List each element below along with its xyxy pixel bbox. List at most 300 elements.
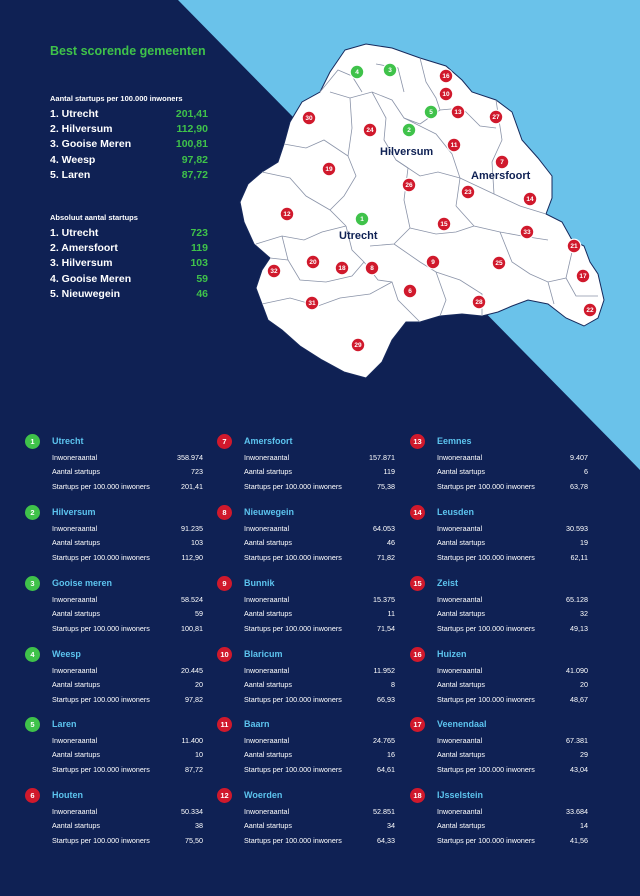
card-header bbox=[217, 717, 395, 731]
stat-label: Aantal startups bbox=[437, 538, 485, 548]
map-marker-number: 4 bbox=[355, 69, 359, 76]
card-stats bbox=[52, 451, 203, 494]
stat-value: 15.375 bbox=[373, 595, 395, 604]
stat-row-population bbox=[52, 593, 203, 607]
stat-row-startups bbox=[244, 536, 395, 550]
rank-badge: 4 bbox=[25, 647, 40, 662]
card-stats bbox=[52, 805, 203, 848]
stat-row-startups bbox=[52, 748, 203, 762]
stat-value: 20 bbox=[580, 680, 588, 690]
municipality-name: Utrecht bbox=[52, 436, 84, 446]
map-marker-33 bbox=[520, 225, 534, 239]
stat-label: Inwoneraantal bbox=[52, 736, 98, 745]
map-marker-17 bbox=[576, 269, 590, 283]
map-marker-1 bbox=[355, 212, 369, 226]
rank-badge: 17 bbox=[410, 717, 425, 732]
municipality-card bbox=[25, 576, 203, 636]
stat-row-population bbox=[52, 522, 203, 536]
stat-label: Startups per 100.000 inwoners bbox=[437, 835, 535, 845]
municipality-name: Hilversum bbox=[52, 507, 96, 517]
map-marker-number: 11 bbox=[450, 142, 458, 149]
stat-label: Aantal startups bbox=[52, 538, 100, 548]
map-marker-13 bbox=[451, 105, 465, 119]
stat-row-startups bbox=[52, 819, 203, 833]
stat-value: 50.334 bbox=[181, 807, 203, 816]
stat-row-startups bbox=[244, 678, 395, 692]
municipality-name: Blaricum bbox=[244, 649, 283, 659]
stat-value: 38 bbox=[195, 821, 203, 831]
rank-badge: 2 bbox=[25, 505, 40, 520]
stat-value: 11 bbox=[387, 609, 395, 619]
map-marker-number: 28 bbox=[475, 299, 483, 306]
card-header bbox=[25, 434, 203, 448]
stat-label: Startups per 100.000 inwoners bbox=[52, 694, 150, 704]
stat-label: Inwoneraantal bbox=[437, 736, 483, 745]
stat-row-per100k bbox=[52, 622, 203, 636]
rank-badge: 11 bbox=[217, 717, 232, 732]
municipality-card bbox=[25, 505, 203, 565]
map-marker-32 bbox=[267, 264, 281, 278]
map-marker-number: 31 bbox=[308, 300, 316, 307]
municipality-card bbox=[25, 788, 203, 848]
map-marker-number: 8 bbox=[370, 265, 374, 272]
stat-row-per100k bbox=[244, 622, 395, 636]
stat-value: 100,81 bbox=[181, 623, 203, 633]
stat-value: 24.765 bbox=[373, 736, 395, 745]
stat-label: Inwoneraantal bbox=[437, 524, 483, 533]
stat-label: Aantal startups bbox=[244, 750, 292, 760]
map-marker-14 bbox=[523, 192, 537, 206]
ranking-value: 59 bbox=[196, 272, 208, 285]
rank-badge: 8 bbox=[217, 505, 232, 520]
map-marker-number: 9 bbox=[431, 259, 435, 266]
stat-value: 66,93 bbox=[377, 694, 395, 704]
stat-label: Aantal startups bbox=[52, 750, 100, 760]
stat-row-per100k bbox=[244, 693, 395, 707]
stat-value: 62,11 bbox=[570, 552, 588, 562]
stat-row-per100k bbox=[437, 693, 588, 707]
stat-label: Inwoneraantal bbox=[244, 666, 290, 675]
stat-value: 157.871 bbox=[369, 453, 395, 462]
stat-label: Aantal startups bbox=[437, 821, 485, 831]
map-marker-20 bbox=[306, 255, 320, 269]
stat-row-population bbox=[244, 593, 395, 607]
map-marker-number: 1 bbox=[360, 216, 364, 223]
card-stats bbox=[437, 805, 588, 848]
map-marker-number: 16 bbox=[442, 73, 450, 80]
map-marker-number: 19 bbox=[325, 166, 333, 173]
card-header bbox=[25, 576, 203, 590]
card-stats bbox=[437, 593, 588, 636]
stat-value: 59 bbox=[195, 609, 203, 619]
stat-row-startups bbox=[437, 536, 588, 550]
stat-value: 103 bbox=[191, 538, 203, 548]
map-marker-21 bbox=[567, 239, 581, 253]
ranking-value: 97,82 bbox=[181, 153, 208, 166]
map-marker-7 bbox=[495, 155, 509, 169]
municipality-card bbox=[217, 576, 395, 636]
municipality-name: Leusden bbox=[437, 507, 475, 517]
rank-badge: 15 bbox=[410, 576, 425, 591]
map-marker-29 bbox=[351, 338, 365, 352]
stat-row-per100k bbox=[244, 480, 395, 494]
municipality-name: Laren bbox=[52, 719, 77, 729]
card-header bbox=[25, 505, 203, 519]
ranking-label: 4. Weesp bbox=[50, 153, 96, 166]
stat-label: Aantal startups bbox=[244, 467, 292, 477]
card-header bbox=[410, 788, 588, 802]
stat-row-population bbox=[244, 734, 395, 748]
stat-label: Aantal startups bbox=[52, 467, 100, 477]
card-header bbox=[25, 788, 203, 802]
stat-row-startups bbox=[52, 536, 203, 550]
municipality-name: Huizen bbox=[437, 649, 467, 659]
card-stats bbox=[244, 522, 395, 565]
stat-row-population bbox=[244, 664, 395, 678]
card-header bbox=[410, 717, 588, 731]
stat-label: Startups per 100.000 inwoners bbox=[437, 481, 535, 491]
stat-row-population bbox=[437, 734, 588, 748]
stat-label: Aantal startups bbox=[52, 609, 100, 619]
stat-label: Inwoneraantal bbox=[437, 807, 483, 816]
stat-value: 112,90 bbox=[181, 552, 203, 562]
municipality-name: Bunnik bbox=[244, 578, 275, 588]
card-header bbox=[25, 647, 203, 661]
stat-label: Startups per 100.000 inwoners bbox=[52, 552, 150, 562]
stat-label: Startups per 100.000 inwoners bbox=[437, 764, 535, 774]
stat-label: Inwoneraantal bbox=[437, 453, 483, 462]
stat-label: Inwoneraantal bbox=[437, 595, 483, 604]
card-header bbox=[410, 576, 588, 590]
stat-label: Inwoneraantal bbox=[52, 524, 98, 533]
municipality-card bbox=[217, 505, 395, 565]
stat-value: 11.400 bbox=[181, 736, 203, 745]
stat-label: Aantal startups bbox=[244, 609, 292, 619]
municipality-card bbox=[217, 788, 395, 848]
stat-row-startups bbox=[52, 607, 203, 621]
rank-badge: 1 bbox=[25, 434, 40, 449]
stat-label: Startups per 100.000 inwoners bbox=[437, 694, 535, 704]
ranking-label: 5. Nieuwegein bbox=[50, 287, 121, 300]
municipality-card bbox=[25, 717, 203, 777]
map-marker-6 bbox=[403, 284, 417, 298]
stat-row-population bbox=[244, 522, 395, 536]
stat-value: 34 bbox=[387, 821, 395, 831]
stat-value: 6 bbox=[584, 467, 588, 477]
stat-row-per100k bbox=[437, 763, 588, 777]
ranking-label: 2. Hilversum bbox=[50, 123, 113, 136]
map-marker-number: 30 bbox=[305, 115, 313, 122]
stat-row-startups bbox=[437, 748, 588, 762]
ranking-value: 100,81 bbox=[175, 138, 208, 151]
card-header bbox=[410, 434, 588, 448]
map-marker-number: 17 bbox=[579, 273, 587, 280]
map-marker-number: 22 bbox=[586, 307, 594, 314]
stat-row-population bbox=[437, 805, 588, 819]
ranking-value: 112,90 bbox=[176, 123, 208, 136]
map-marker-22 bbox=[583, 303, 597, 317]
card-stats bbox=[52, 734, 203, 777]
stat-value: 48,67 bbox=[570, 694, 588, 704]
stat-row-startups bbox=[437, 819, 588, 833]
ranking-value: 103 bbox=[190, 257, 208, 270]
card-header bbox=[25, 717, 203, 731]
stat-value: 49,13 bbox=[570, 623, 588, 633]
map-marker-number: 5 bbox=[429, 109, 433, 116]
stat-value: 20.445 bbox=[181, 666, 203, 675]
map-marker-number: 14 bbox=[526, 196, 534, 203]
stat-row-startups bbox=[244, 607, 395, 621]
municipality-card bbox=[410, 434, 588, 494]
stat-value: 20 bbox=[195, 680, 203, 690]
stat-row-startups bbox=[437, 607, 588, 621]
stat-value: 32 bbox=[580, 609, 588, 619]
card-header bbox=[217, 434, 395, 448]
stat-row-startups bbox=[52, 678, 203, 692]
stat-row-per100k bbox=[52, 763, 203, 777]
rank-badge: 5 bbox=[25, 717, 40, 732]
map-marker-23 bbox=[461, 185, 475, 199]
per-capita-heading: Aantal startups per 100.000 inwoners bbox=[50, 94, 183, 103]
map-marker-number: 18 bbox=[338, 265, 346, 272]
stat-label: Startups per 100.000 inwoners bbox=[437, 552, 535, 562]
map-marker-16 bbox=[439, 69, 453, 83]
stat-row-per100k bbox=[437, 834, 588, 848]
rank-badge: 9 bbox=[217, 576, 232, 591]
stat-label: Aantal startups bbox=[437, 750, 485, 760]
stat-row-population bbox=[244, 805, 395, 819]
map-marker-2 bbox=[402, 123, 416, 137]
stat-label: Aantal startups bbox=[52, 821, 100, 831]
map-marker-5 bbox=[424, 105, 438, 119]
rank-badge: 3 bbox=[25, 576, 40, 591]
stat-row-per100k bbox=[52, 480, 203, 494]
stat-row-population bbox=[52, 664, 203, 678]
ranking-label: 2. Amersfoort bbox=[50, 242, 118, 255]
ranking-label: 3. Hilversum bbox=[50, 257, 113, 270]
card-stats bbox=[244, 451, 395, 494]
stat-row-per100k bbox=[437, 551, 588, 565]
ranking-label: 4. Gooise Meren bbox=[50, 272, 132, 285]
municipality-card bbox=[217, 647, 395, 707]
municipality-card bbox=[217, 717, 395, 777]
map-marker-9 bbox=[426, 255, 440, 269]
stat-value: 10 bbox=[195, 750, 203, 760]
ranking-value: 119 bbox=[191, 242, 208, 255]
stat-row-startups bbox=[437, 678, 588, 692]
map-marker-18 bbox=[335, 261, 349, 275]
stat-value: 14 bbox=[580, 821, 588, 831]
map-marker-19 bbox=[322, 162, 336, 176]
map-marker-3 bbox=[383, 63, 397, 77]
stat-label: Startups per 100.000 inwoners bbox=[52, 623, 150, 633]
map-marker-number: 12 bbox=[283, 211, 291, 218]
stat-value: 358.974 bbox=[177, 453, 203, 462]
map-marker-number: 13 bbox=[454, 109, 462, 116]
stat-row-startups bbox=[244, 819, 395, 833]
ranking-value: 201,41 bbox=[175, 108, 208, 120]
municipality-name: Amersfoort bbox=[244, 436, 293, 446]
stat-label: Aantal startups bbox=[52, 680, 100, 690]
map-marker-number: 24 bbox=[366, 127, 374, 134]
stat-value: 19 bbox=[580, 538, 588, 548]
stat-value: 71,82 bbox=[377, 552, 395, 562]
map-outline bbox=[240, 44, 604, 378]
municipality-name: Weesp bbox=[52, 649, 81, 659]
municipality-name: Woerden bbox=[244, 790, 283, 800]
card-stats bbox=[52, 664, 203, 707]
stat-value: 9.407 bbox=[570, 453, 588, 462]
stat-label: Inwoneraantal bbox=[437, 666, 483, 675]
stat-label: Inwoneraantal bbox=[52, 595, 98, 604]
municipality-card bbox=[410, 717, 588, 777]
card-header bbox=[410, 647, 588, 661]
card-stats bbox=[244, 664, 395, 707]
map-marker-number: 2 bbox=[407, 127, 411, 134]
municipality-name: Nieuwegein bbox=[244, 507, 295, 517]
municipality-card bbox=[410, 788, 588, 848]
stat-label: Startups per 100.000 inwoners bbox=[52, 481, 150, 491]
stat-value: 30.593 bbox=[566, 524, 588, 533]
stat-row-population bbox=[52, 805, 203, 819]
stat-label: Inwoneraantal bbox=[244, 524, 290, 533]
card-stats bbox=[52, 593, 203, 636]
stat-value: 64,61 bbox=[377, 764, 395, 774]
card-header bbox=[217, 647, 395, 661]
stat-value: 67.381 bbox=[566, 736, 588, 745]
map-marker-31 bbox=[305, 296, 319, 310]
map-marker-number: 10 bbox=[442, 91, 450, 98]
municipality-name: IJsselstein bbox=[437, 790, 484, 800]
map-marker-number: 26 bbox=[405, 182, 413, 189]
map-marker-27 bbox=[489, 110, 503, 124]
stat-row-population bbox=[52, 451, 203, 465]
stat-value: 43,04 bbox=[570, 764, 588, 774]
stat-value: 63,78 bbox=[570, 481, 588, 491]
map-marker-15 bbox=[437, 217, 451, 231]
municipality-name: Houten bbox=[52, 790, 83, 800]
city-label-utrecht: Utrecht bbox=[339, 230, 378, 242]
stat-value: 723 bbox=[191, 467, 203, 477]
stat-label: Aantal startups bbox=[437, 680, 485, 690]
rank-badge: 12 bbox=[217, 788, 232, 803]
stat-row-startups bbox=[244, 465, 395, 479]
stat-row-per100k bbox=[52, 834, 203, 848]
stat-value: 64.053 bbox=[373, 524, 395, 533]
ranking-label: 1. Utrecht bbox=[50, 108, 99, 120]
map-marker-number: 33 bbox=[523, 229, 531, 236]
map-marker-11 bbox=[447, 138, 461, 152]
stat-label: Inwoneraantal bbox=[244, 453, 290, 462]
map-marker-30 bbox=[302, 111, 316, 125]
stat-value: 201,41 bbox=[181, 481, 203, 491]
stat-row-per100k bbox=[244, 834, 395, 848]
rank-badge: 13 bbox=[410, 434, 425, 449]
stat-label: Inwoneraantal bbox=[52, 807, 98, 816]
map-marker-number: 20 bbox=[309, 259, 317, 266]
stat-value: 91.235 bbox=[181, 524, 203, 533]
stat-label: Inwoneraantal bbox=[52, 666, 98, 675]
stat-label: Startups per 100.000 inwoners bbox=[244, 764, 342, 774]
card-header bbox=[410, 505, 588, 519]
card-stats bbox=[437, 734, 588, 777]
card-stats bbox=[437, 451, 588, 494]
stat-label: Aantal startups bbox=[244, 821, 292, 831]
stat-row-per100k bbox=[437, 622, 588, 636]
card-header bbox=[217, 788, 395, 802]
ranking-value: 87,72 bbox=[181, 168, 208, 181]
map-marker-number: 27 bbox=[492, 114, 500, 121]
card-header bbox=[217, 505, 395, 519]
absolute-heading: Absoluut aantal startups bbox=[50, 213, 138, 222]
stat-value: 46 bbox=[387, 538, 395, 548]
municipality-card bbox=[217, 434, 395, 494]
stat-value: 97,82 bbox=[185, 694, 203, 704]
stat-row-startups bbox=[244, 748, 395, 762]
stat-label: Startups per 100.000 inwoners bbox=[244, 835, 342, 845]
map-marker-number: 6 bbox=[408, 288, 412, 295]
province-map bbox=[0, 0, 640, 420]
stat-row-population bbox=[52, 734, 203, 748]
ranking-value: 723 bbox=[190, 227, 208, 239]
stat-row-population bbox=[437, 522, 588, 536]
map-marker-28 bbox=[472, 295, 486, 309]
stat-value: 11.952 bbox=[373, 666, 395, 675]
stat-row-per100k bbox=[52, 693, 203, 707]
stat-value: 119 bbox=[383, 467, 395, 477]
map-marker-number: 15 bbox=[440, 221, 448, 228]
stat-row-per100k bbox=[437, 480, 588, 494]
stat-label: Startups per 100.000 inwoners bbox=[244, 623, 342, 633]
stat-value: 75,38 bbox=[377, 481, 395, 491]
map-marker-4 bbox=[350, 65, 364, 79]
rank-badge: 7 bbox=[217, 434, 232, 449]
card-stats bbox=[437, 664, 588, 707]
stat-label: Startups per 100.000 inwoners bbox=[52, 764, 150, 774]
municipality-card bbox=[410, 505, 588, 565]
stat-value: 65.128 bbox=[566, 595, 588, 604]
city-label-amersfoort: Amersfoort bbox=[471, 170, 531, 182]
stat-label: Inwoneraantal bbox=[244, 595, 290, 604]
stat-value: 64,33 bbox=[377, 835, 395, 845]
municipality-name: Baarn bbox=[244, 719, 270, 729]
stat-label: Aantal startups bbox=[437, 609, 485, 619]
stat-value: 16 bbox=[387, 750, 395, 760]
section-title: Best scorende gemeenten bbox=[50, 44, 206, 58]
stat-label: Inwoneraantal bbox=[52, 453, 98, 462]
rank-badge: 18 bbox=[410, 788, 425, 803]
map-marker-26 bbox=[402, 178, 416, 192]
municipality-name: Eemnes bbox=[437, 436, 472, 446]
stat-row-per100k bbox=[244, 763, 395, 777]
stat-row-population bbox=[437, 593, 588, 607]
stat-value: 33.684 bbox=[566, 807, 588, 816]
ranking-label: 1. Utrecht bbox=[50, 227, 99, 239]
rank-badge: 6 bbox=[25, 788, 40, 803]
map-marker-number: 21 bbox=[570, 243, 578, 250]
stat-label: Aantal startups bbox=[437, 467, 485, 477]
card-stats bbox=[244, 805, 395, 848]
stat-label: Startups per 100.000 inwoners bbox=[244, 481, 342, 491]
stat-label: Startups per 100.000 inwoners bbox=[437, 623, 535, 633]
map-marker-25 bbox=[492, 256, 506, 270]
ranking-label: 5. Laren bbox=[50, 168, 91, 181]
card-header bbox=[217, 576, 395, 590]
stat-label: Startups per 100.000 inwoners bbox=[52, 835, 150, 845]
rank-badge: 10 bbox=[217, 647, 232, 662]
map-marker-number: 29 bbox=[354, 342, 362, 349]
map-marker-number: 7 bbox=[500, 159, 504, 166]
